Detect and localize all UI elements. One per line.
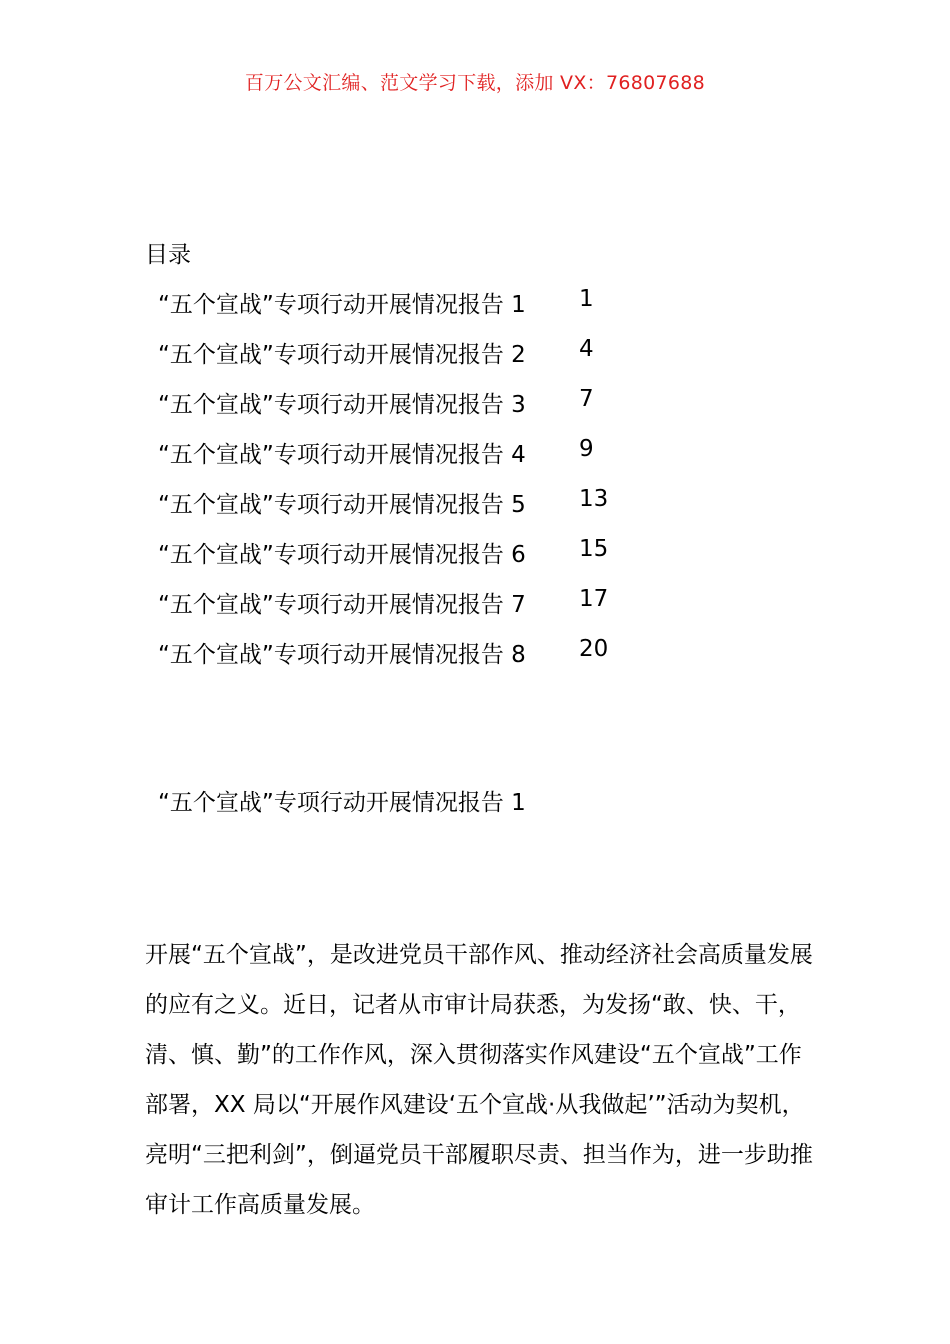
toc-item-title: “五个宣战”专项行动开展情况报告 2: [158, 342, 526, 368]
toc-item-page: 13: [579, 486, 609, 512]
toc-item-title: “五个宣战”专项行动开展情况报告 6: [158, 542, 526, 568]
toc-item-title: “五个宣战”专项行动开展情况报告 5: [158, 492, 526, 518]
toc-item-title: “五个宣战”专项行动开展情况报告 8: [158, 642, 526, 668]
toc-item-title: “五个宣战”专项行动开展情况报告 3: [158, 392, 526, 418]
body-paragraph: 开展“五个宣战”，是改进党员干部作风、推动经济社会高质量发展的应有之义。近日，记者从市审计局获悉，为发扬“敢、快、干，清、慎、勤”的工作作风，深入贯彻落实作风建设“五个宣战”工作部署，XX 局以“开展作风建设‘五个宣战·从我做起’”活动为契机，亮明“三把利剑”，倒逼党员干部履职尽责、担当作为，进一步助推审计工作高质量发展。: [145, 942, 813, 1218]
watermark-header: 百万公文汇编、范文学习下载，添加 VX：76807688: [244, 72, 706, 94]
toc-item-title: “五个宣战”专项行动开展情况报告 1: [158, 292, 526, 318]
toc-item-page: 17: [579, 586, 609, 612]
toc-item-title: “五个宣战”专项行动开展情况报告 4: [158, 442, 526, 468]
toc-item-page: 15: [579, 536, 609, 562]
toc-item-page: 9: [579, 436, 594, 462]
toc-item-page: 4: [579, 336, 594, 362]
toc-item-title: “五个宣战”专项行动开展情况报告 7: [158, 592, 526, 618]
section-heading: “五个宣战”专项行动开展情况报告 1: [158, 790, 526, 816]
toc-item-page: 20: [579, 636, 609, 662]
toc-title: 目录: [145, 242, 191, 268]
toc-item-page: 1: [579, 286, 594, 312]
toc-item-page: 7: [579, 386, 594, 412]
